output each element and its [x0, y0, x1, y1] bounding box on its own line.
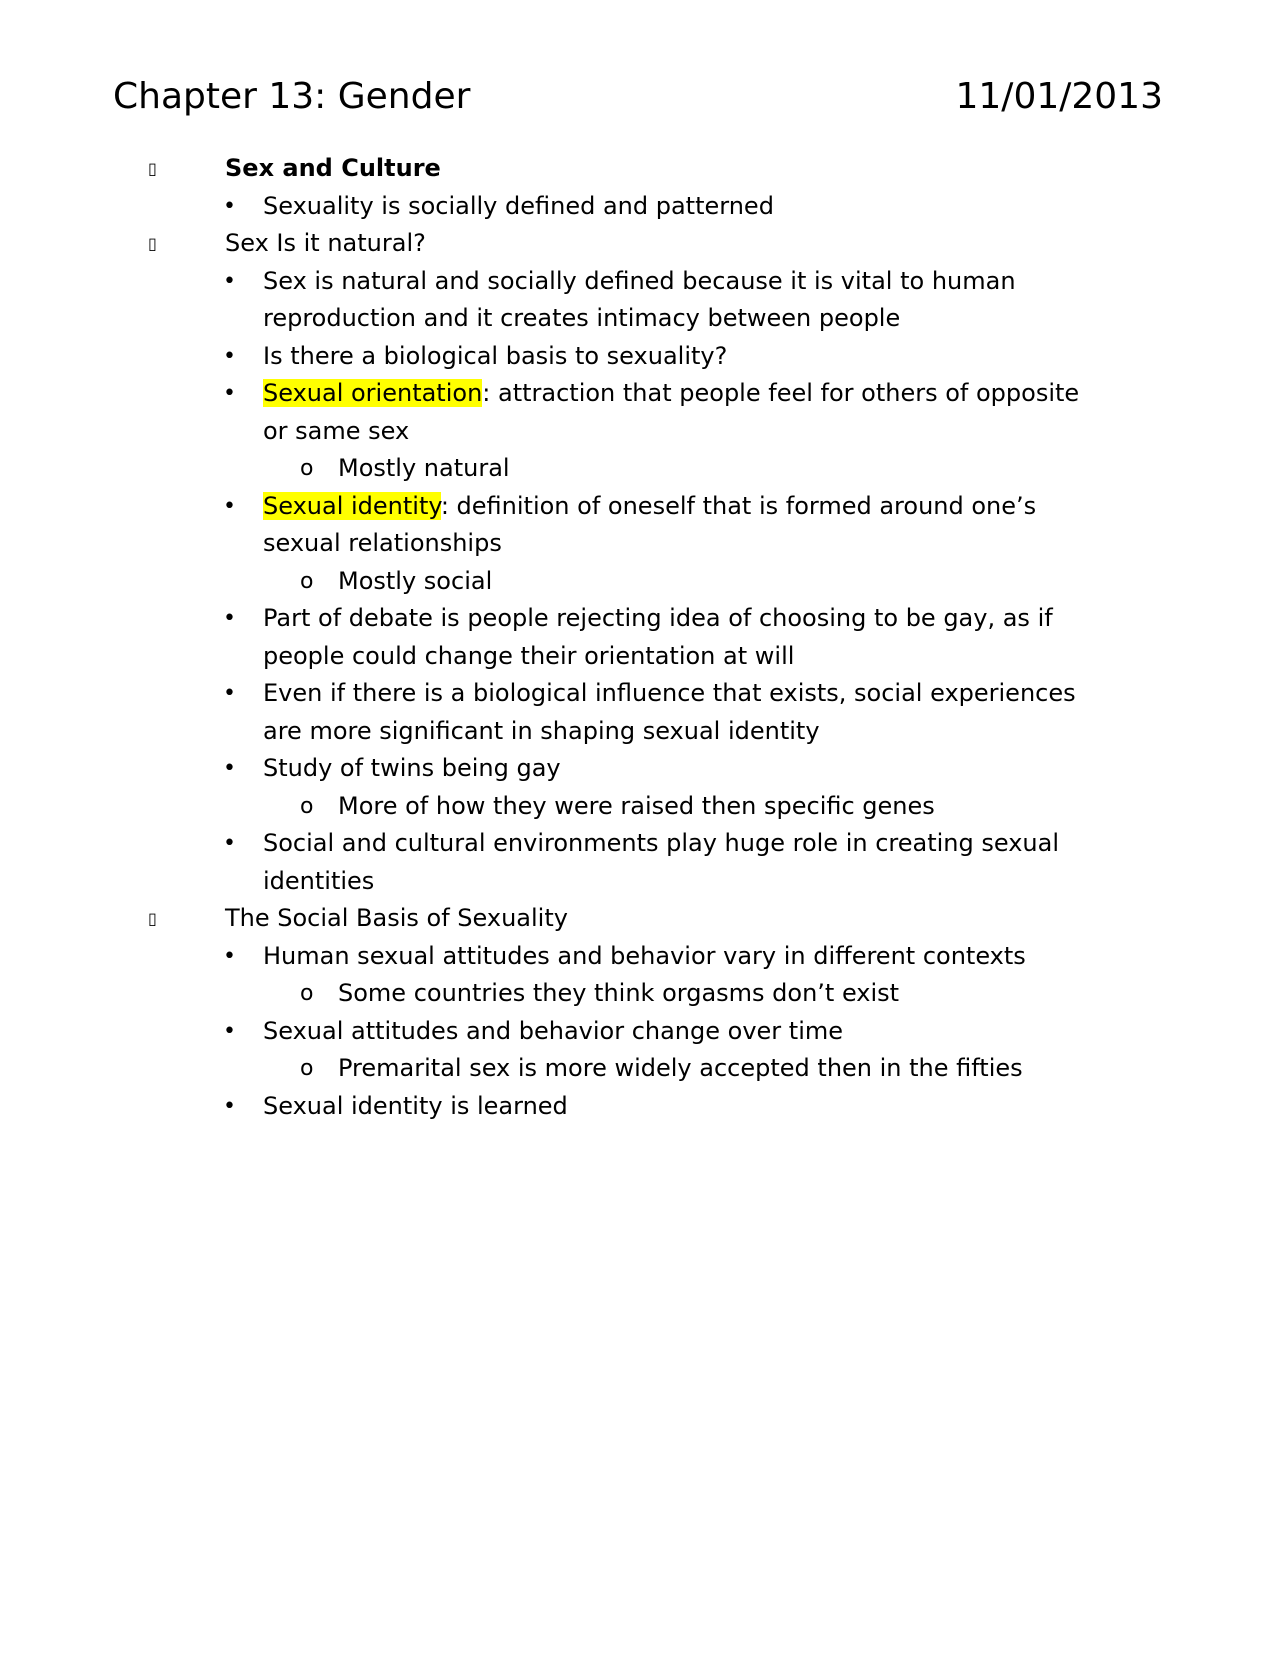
bullet-dot-icon: •	[223, 681, 236, 706]
bullet-dot-icon: •	[223, 381, 236, 406]
list-item	[0, 600, 1280, 638]
square-bullet-icon: ▯	[148, 909, 157, 928]
sub-list-item	[0, 1050, 1280, 1088]
bullet-dot-icon: •	[223, 268, 236, 294]
list-item-text	[263, 488, 1036, 526]
definition-text: : definition of oneself that is formed around one’s	[440, 491, 1037, 520]
sub-list-item-text: Premarital sex is more widely accepted then in the fifties	[338, 1054, 1023, 1082]
list-item-text: people could change their orientation at will	[263, 641, 795, 670]
list-item-text: identities	[263, 866, 375, 895]
bullet-dot-icon: •	[223, 606, 236, 631]
bullet-dot-icon: •	[223, 493, 236, 519]
list-item	[0, 825, 1280, 863]
list-item-text: Even if there is a biological influence that exists, social experiences	[263, 679, 1076, 707]
highlighted-term: Sexual orientation	[263, 379, 483, 407]
list-item-text: Part of debate is people rejecting idea of choosing to be gay, as if	[263, 604, 1053, 632]
section-title: The Social Basis of Sexuality	[225, 904, 568, 932]
sub-list-item-text: Some countries they think orgasms don’t exist	[338, 979, 900, 1007]
sub-list-item-text: More of how they were raised then specific genes	[338, 791, 935, 820]
sub-bullet-icon: o	[300, 456, 314, 481]
list-item-continuation	[0, 300, 1280, 338]
list-item-text: Sexuality is socially defined and patterned	[263, 191, 774, 220]
sub-list-item	[0, 563, 1280, 601]
square-bullet-icon: ▯	[148, 159, 157, 178]
list-item-text: reproduction and it creates intimacy between people	[263, 304, 901, 332]
bullet-dot-icon: •	[223, 756, 236, 781]
sub-list-item-text: Mostly natural	[338, 454, 510, 482]
list-item-continuation	[0, 713, 1280, 751]
section-heading	[0, 225, 1280, 263]
list-item	[0, 488, 1280, 526]
list-item-continuation	[0, 413, 1280, 451]
list-item-text: Sexual attitudes and behavior change over time	[263, 1016, 844, 1045]
sub-list-item	[0, 788, 1280, 826]
sub-list-item	[0, 450, 1280, 488]
notes-body	[0, 150, 1280, 1125]
list-item	[0, 675, 1280, 713]
list-item-text: Social and cultural environments play huge role in creating sexual	[263, 829, 1059, 857]
list-item-text: Sex is natural and socially defined because it is vital to human	[263, 266, 1016, 295]
sub-bullet-icon: o	[300, 793, 314, 819]
bullet-dot-icon: •	[223, 943, 236, 969]
list-item	[0, 1013, 1280, 1051]
bullet-dot-icon: •	[223, 193, 236, 219]
square-bullet-icon: ▯	[148, 234, 157, 253]
list-item-text: Is there a biological basis to sexuality?	[263, 341, 728, 370]
list-item-text: Human sexual attitudes and behavior vary in different contexts	[263, 941, 1026, 970]
sub-list-item	[0, 975, 1280, 1013]
list-item-text: Study of twins being gay	[263, 754, 561, 782]
section-heading	[0, 900, 1280, 938]
sub-bullet-icon: o	[300, 568, 314, 594]
list-item	[0, 750, 1280, 788]
bullet-dot-icon: •	[223, 1093, 236, 1119]
list-item-text: sexual relationships	[263, 529, 502, 557]
list-item-continuation	[0, 863, 1280, 901]
sub-list-item-text: Mostly social	[338, 566, 493, 595]
bullet-dot-icon: •	[223, 831, 236, 856]
bullet-dot-icon: •	[223, 343, 236, 369]
bullet-dot-icon: •	[223, 1018, 236, 1044]
list-item-continuation	[0, 525, 1280, 563]
section-title: Sex and Culture	[225, 154, 441, 182]
sub-bullet-icon: o	[300, 981, 314, 1006]
section-heading	[0, 150, 1280, 188]
list-item-continuation	[0, 638, 1280, 676]
page-date: 11/01/2013	[955, 76, 1163, 117]
list-item-text: Sexual identity is learned	[263, 1091, 568, 1120]
list-item	[0, 338, 1280, 376]
sub-bullet-icon: o	[300, 1056, 314, 1081]
highlighted-term: Sexual identity	[263, 491, 441, 520]
list-item	[0, 188, 1280, 226]
page-header	[113, 72, 1163, 122]
list-item	[0, 263, 1280, 301]
page-title: Chapter 13: Gender	[113, 76, 471, 117]
list-item	[0, 1088, 1280, 1126]
definition-text: : attraction that people feel for others of opposite	[482, 379, 1080, 407]
list-item	[0, 938, 1280, 976]
list-item	[0, 375, 1280, 413]
list-item-text: or same sex	[263, 416, 410, 445]
section-title: Sex Is it natural?	[225, 229, 426, 257]
list-item-text	[263, 375, 1079, 413]
list-item-text: are more significant in shaping sexual identity	[263, 716, 820, 745]
